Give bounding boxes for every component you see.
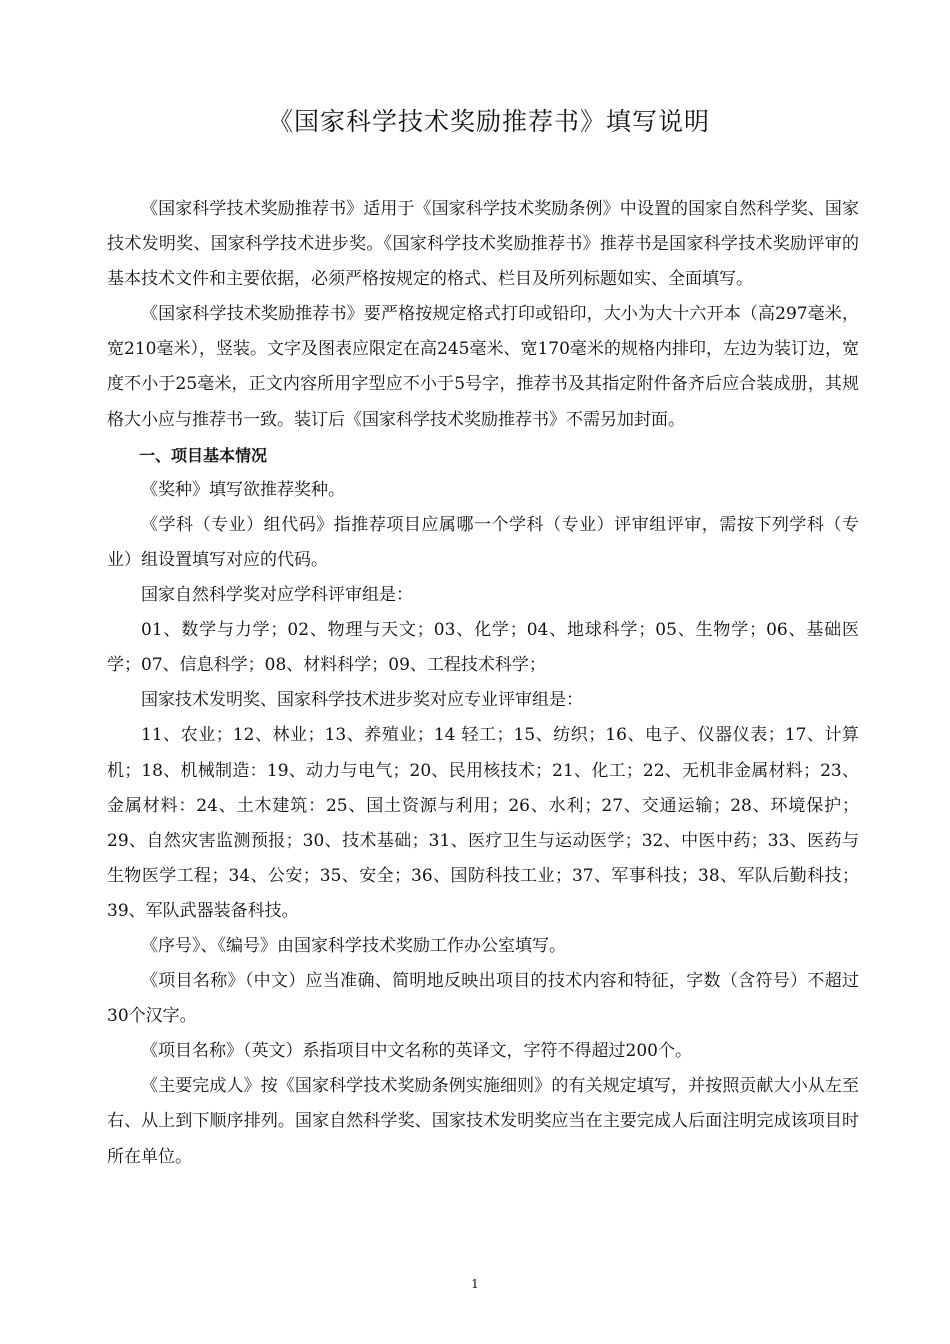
paragraph-scope: 《国家科学技术奖励推荐书》适用于《国家科学技术奖励条例》中设置的国家自然科学奖、国家技术发明奖、国家科学技术进步奖。《国家科学技术奖励推荐书》推荐书是国家科学技术奖励评审的基本技术文件和主要依据，必须严格按规定的格式、栏目及所列标题如实、全面填写。 [107, 199, 859, 290]
document-body [107, 192, 859, 1175]
paragraph-award-type: 《奖种》填写欲推荐奖种。 [141, 479, 345, 500]
paragraph-natural-science-groups-intro: 国家自然科学奖对应学科评审组是： [141, 585, 413, 606]
document-title: 《国家科学技术奖励推荐书》填写说明 [267, 107, 710, 136]
paragraph-project-name-english: 《项目名称》（英文）系指项目中文名称的英译文，字符不得超过200个。 [141, 1041, 692, 1062]
paragraph-invention-progress-groups: 11、农业；12、林业；13、养殖业；14 轻工；15、纺织；16、电子、仪器仪表；17、计算机；18、机械制造：19、动力与电气；20、民用核技术；21、化工；22、无机非金属材料；23、金属材料：24、土木建筑：25、国土资源与利用；26、水利；27、交通运输；28、环境保护；29、自然灾害监测预报；30、技术基础；31、医疗卫生与运动医学；32、中医中药；33、医药与生物医学工程；34、公安；35、安全；36、国防科技工业；37、军事科技；38、军队后勤科技；39、军队武器装备科技。 [107, 725, 859, 921]
page-number: 1 [471, 1277, 479, 1291]
paragraph-natural-science-groups: 01、数学与力学；02、物理与天文；03、化学；04、地球科学；05、生物学；06、基础医学；07、信息科学；08、材料科学；09、工程技术科学； [107, 620, 859, 676]
section-heading-basic-info: 一、项目基本情况 [139, 445, 268, 465]
paragraph-format: 《国家科学技术奖励推荐书》要严格按规定格式打印或铅印，大小为大十六开本（高297毫米，宽210毫米），竖装。文字及图表应限定在高245毫米、宽170毫米的规格内排印，左边为装订边，宽度不小于25毫米，正文内容所用字型应不小于5号字，推荐书及其指定附件备齐后应合装成册，其规格大小应与推荐书一致。装订后《国家科学技术奖励推荐书》不需另加封面。 [107, 304, 859, 430]
paragraph-main-contributors: 《主要完成人》按《国家科学技术奖励条例实施细则》的有关规定填写，并按照贡献大小从左至右、从上到下顺序排列。国家自然科学奖、国家技术发明奖应当在主要完成人后面注明完成该项目时所在单位。 [107, 1076, 859, 1167]
paragraph-project-name-chinese: 《项目名称》（中文）应当准确、简明地反映出项目的技术内容和特征，字数（含符号）不超过30个汉字。 [107, 971, 859, 1027]
paragraph-discipline-code: 《学科（专业）组代码》指推荐项目应属哪一个学科（专业）评审组评审，需按下列学科（专业）组设置填写对应的代码。 [107, 514, 859, 570]
paragraph-serial-number: 《序号》、《编号》由国家科学技术奖励工作办公室填写。 [141, 935, 566, 956]
paragraph-invention-progress-groups-intro: 国家技术发明奖、国家科学技术进步奖对应专业评审组是： [141, 690, 583, 711]
